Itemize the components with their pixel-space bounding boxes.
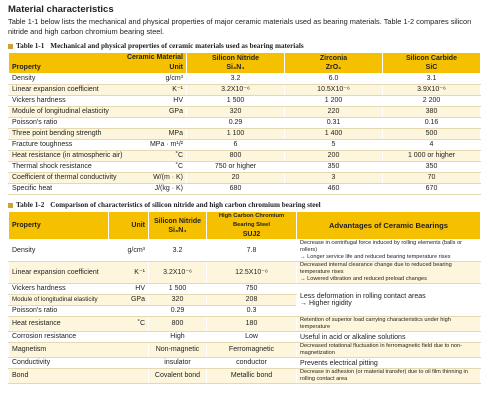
table-row (9, 140, 481, 151)
table-row (9, 343, 481, 358)
property-cell (9, 369, 149, 384)
table2-header-unit: Unit (109, 212, 149, 240)
property-name: Density (12, 246, 36, 254)
table-row (9, 240, 481, 262)
advantage-cell (297, 358, 481, 369)
value-cell: 0.29 (187, 118, 285, 129)
advantage-text: Decrease in centrifugal force induced by rolling elements (balls or rollers) (300, 240, 462, 254)
table2 (8, 211, 481, 384)
caption-bullet-icon (8, 203, 13, 208)
value-cell: 70 (383, 173, 481, 184)
table-row (9, 129, 481, 140)
header-sn-formula: Si₃N₄ (168, 226, 187, 234)
value-cell: 670 (383, 184, 481, 195)
property-unit: W/(m · K) (153, 174, 183, 182)
table2-header-silicon-nitride (149, 212, 207, 240)
property-cell (9, 118, 187, 129)
silicon-nitride-value: High (149, 332, 207, 343)
property-cell (9, 74, 187, 85)
table-row (9, 262, 481, 284)
value-cell: 20 (187, 173, 285, 184)
material-formula: ZrO₂ (325, 64, 342, 72)
value-cell: 1 500 (187, 96, 285, 107)
property-cell (9, 151, 187, 162)
value-cell: 2 200 (383, 96, 481, 107)
silicon-nitride-value: 3.2 (149, 240, 207, 262)
advantage-cell (297, 369, 481, 384)
property-name: Conductivity (12, 359, 51, 367)
value-cell: 1 000 or higher (383, 151, 481, 162)
table1-header-material (383, 53, 481, 74)
section-title: Material characteristics (8, 4, 114, 15)
value-cell: 680 (187, 184, 285, 195)
advantage-text: Decrease in adhesion (or material transfer) due to oil film thinning in rolling contact area (300, 369, 468, 383)
property-unit: HV (173, 97, 183, 105)
property-name: Module of longitudinal elasticity (12, 296, 98, 304)
table-row (9, 184, 481, 195)
value-cell: 220 (285, 107, 383, 118)
silicon-nitride-value: 800 (149, 317, 207, 332)
advantage-text: Retention of superior load carrying characteristics under high temperature (300, 317, 451, 331)
property-name: Vickers hardness (12, 285, 66, 293)
advantage-text: Useful in acid or alkaline solutions (300, 333, 406, 341)
property-name: Bond (12, 372, 29, 380)
table-row (9, 107, 481, 118)
value-cell: 380 (383, 107, 481, 118)
table-row (9, 173, 481, 184)
material-formula: Si₃N₄ (226, 64, 245, 72)
advantage-cell (297, 332, 481, 343)
steel-value: Metallic bond (207, 369, 297, 384)
table-row (9, 74, 481, 85)
value-cell: 200 (285, 151, 383, 162)
steel-value: 180 (207, 317, 297, 332)
property-cell (9, 140, 187, 151)
steel-value: 7.8 (207, 240, 297, 262)
value-cell: 0.16 (383, 118, 481, 129)
silicon-nitride-value: 3.2X10⁻⁶ (149, 262, 207, 284)
table1-header-material (285, 53, 383, 74)
value-cell: 5 (285, 140, 383, 151)
header-steel-code: SUJ2 (242, 231, 261, 239)
table-row (9, 284, 481, 295)
value-cell: 6.0 (285, 74, 383, 85)
advantage-cell (297, 317, 481, 332)
silicon-nitride-value: 0.29 (149, 306, 207, 317)
property-unit: ˚C (175, 152, 183, 160)
value-cell: 0.31 (285, 118, 383, 129)
property-name: Coefficient of thermal conductivity (12, 174, 117, 182)
table1 (8, 52, 481, 195)
table1-caption-text: Mechanical and physical properties of ceramic materials used as bearing materials (50, 42, 304, 51)
table1-header-material (187, 53, 285, 74)
property-unit: MPa · m¹/² (149, 141, 183, 149)
property-name: Thermal shock resistance (12, 163, 92, 171)
steel-value: 0.3 (207, 306, 297, 317)
steel-value: conductor (207, 358, 297, 369)
silicon-nitride-value: Covalent bond (149, 369, 207, 384)
table2-header-property: Property (9, 212, 109, 240)
table2-caption-num: Table 1-2 (16, 201, 45, 210)
material-name: Zirconia (319, 55, 348, 63)
table-row (9, 317, 481, 332)
intro-text: Table 1-1 below lists the mechanical and physical properties of major ceramic materials used as bearing materials. Table 1-2 compares silicon nitride and high carbon chromium bearing steel. (8, 17, 472, 36)
value-cell: 800 (187, 151, 285, 162)
table-row (9, 332, 481, 343)
material-name: Silicon Nitride (211, 55, 260, 63)
property-unit: g/cm³ (165, 75, 183, 83)
steel-value: Ferromagnetic (207, 343, 297, 358)
steel-value: Low (207, 332, 297, 343)
advantage-result: → Lowered vibration and reduced preload changes (300, 276, 427, 283)
property-cell (9, 129, 187, 140)
property-name: Heat resistance (12, 320, 61, 328)
value-cell: 3.2 (187, 74, 285, 85)
value-cell: 10.5X10⁻⁶ (285, 85, 383, 96)
property-cell (9, 107, 187, 118)
property-name: Density (12, 75, 36, 83)
property-cell (9, 317, 149, 332)
value-cell: 4 (383, 140, 481, 151)
advantage-result: → Higher rigidity (300, 300, 352, 308)
property-cell (9, 295, 149, 306)
silicon-nitride-value: 1 500 (149, 284, 207, 295)
property-name: Magnetism (12, 346, 47, 354)
property-cell (9, 343, 149, 358)
table1-corner-property: Property (12, 64, 41, 72)
advantage-cell (297, 284, 481, 317)
property-name: Linear expansion coefficient (12, 268, 99, 276)
property-name: Heat resistance (in atmospheric air) (12, 152, 123, 160)
table2-caption (8, 201, 480, 209)
value-cell: 460 (285, 184, 383, 195)
property-unit: K⁻¹ (134, 268, 145, 276)
property-cell (9, 96, 187, 107)
property-cell (9, 162, 187, 173)
value-cell: 1 200 (285, 96, 383, 107)
table-row (9, 85, 481, 96)
property-unit: K⁻¹ (172, 86, 183, 94)
value-cell: 6 (187, 140, 285, 151)
material-formula: SiC (425, 64, 438, 72)
table-row (9, 151, 481, 162)
table1-corner-material: Ceramic Material (126, 54, 183, 62)
steel-value: 208 (207, 295, 297, 306)
value-cell: 320 (187, 107, 285, 118)
caption-bullet-icon (8, 44, 13, 49)
property-cell (9, 173, 187, 184)
property-unit: GPa (130, 296, 145, 304)
advantage-cell (297, 262, 481, 284)
property-name: Fracture toughness (12, 141, 73, 149)
value-cell: 3.2X10⁻⁶ (187, 85, 285, 96)
silicon-nitride-value: Non-magnetic (149, 343, 207, 358)
property-name: Specific heat (12, 185, 53, 193)
property-name: Poisson's ratio (12, 119, 58, 127)
property-unit: J/(kg · K) (154, 185, 183, 193)
property-cell (9, 262, 149, 284)
value-cell: 750 or higher (187, 162, 285, 173)
property-cell (9, 85, 187, 96)
advantage-cell (297, 343, 481, 358)
value-cell: 1 400 (285, 129, 383, 140)
material-name: Silicon Carbide (406, 55, 457, 63)
property-cell (9, 284, 149, 295)
property-unit: ˚C (137, 320, 145, 328)
steel-value: 12.5X10⁻⁶ (207, 262, 297, 284)
value-cell: 3.9X10⁻⁶ (383, 85, 481, 96)
property-unit: ˚C (175, 163, 183, 171)
table-row (9, 96, 481, 107)
table2-caption-text: Comparison of characteristics of silicon nitride and high carbon chromium bearing steel (50, 201, 321, 210)
advantage-cell (297, 240, 481, 262)
property-name: Module of longitudinal elasticity (12, 108, 109, 116)
header-steel-name: High Carbon Chromium Bearing Steel (218, 213, 285, 229)
advantage-text: Prevents electrical pitting (300, 359, 378, 367)
silicon-nitride-value: insulator (149, 358, 207, 369)
silicon-nitride-value: 320 (149, 295, 207, 306)
value-cell: 350 (285, 162, 383, 173)
advantage-text: Decreased rotational fluctuation in ferromagnetic field due to non-magnetization (300, 343, 463, 357)
property-cell (9, 184, 187, 195)
advantage-text: Less deformation in rolling contact areas (300, 293, 426, 301)
table2-header-advantages: Advantages of Ceramic Bearings (297, 212, 481, 240)
property-unit: g/cm³ (127, 246, 145, 254)
table1-caption-num: Table 1-1 (16, 42, 45, 51)
value-cell: 3.1 (383, 74, 481, 85)
property-unit: GPa (168, 108, 183, 116)
property-cell (9, 306, 149, 317)
value-cell: 350 (383, 162, 481, 173)
advantage-result: → Longer service life and reduced bearing temperature rises (300, 254, 451, 261)
header-sn-name: Silicon Nitride (153, 217, 202, 225)
property-name: Corrosion resistance (12, 333, 77, 341)
advantage-text: Decreased internal clearance change due to reduced bearing temperature rises (300, 262, 452, 276)
value-cell: 1 100 (187, 129, 285, 140)
table1-caption (8, 42, 480, 50)
property-name: Vickers hardness (12, 97, 66, 105)
table-row (9, 162, 481, 173)
property-cell (9, 240, 149, 262)
property-unit: MPa (168, 130, 183, 138)
property-cell (9, 332, 149, 343)
table1-corner (9, 53, 187, 74)
steel-value: 750 (207, 284, 297, 295)
property-name: Linear expansion coefficient (12, 86, 99, 94)
property-unit: HV (135, 285, 145, 293)
property-name: Poisson's ratio (12, 307, 58, 315)
table-row (9, 358, 481, 369)
table1-corner-unit: Unit (169, 64, 183, 72)
property-cell (9, 358, 149, 369)
table-row (9, 118, 481, 129)
table-row (9, 369, 481, 384)
value-cell: 3 (285, 173, 383, 184)
table2-header-steel (207, 212, 297, 240)
value-cell: 500 (383, 129, 481, 140)
property-name: Three point bending strength (12, 130, 102, 138)
